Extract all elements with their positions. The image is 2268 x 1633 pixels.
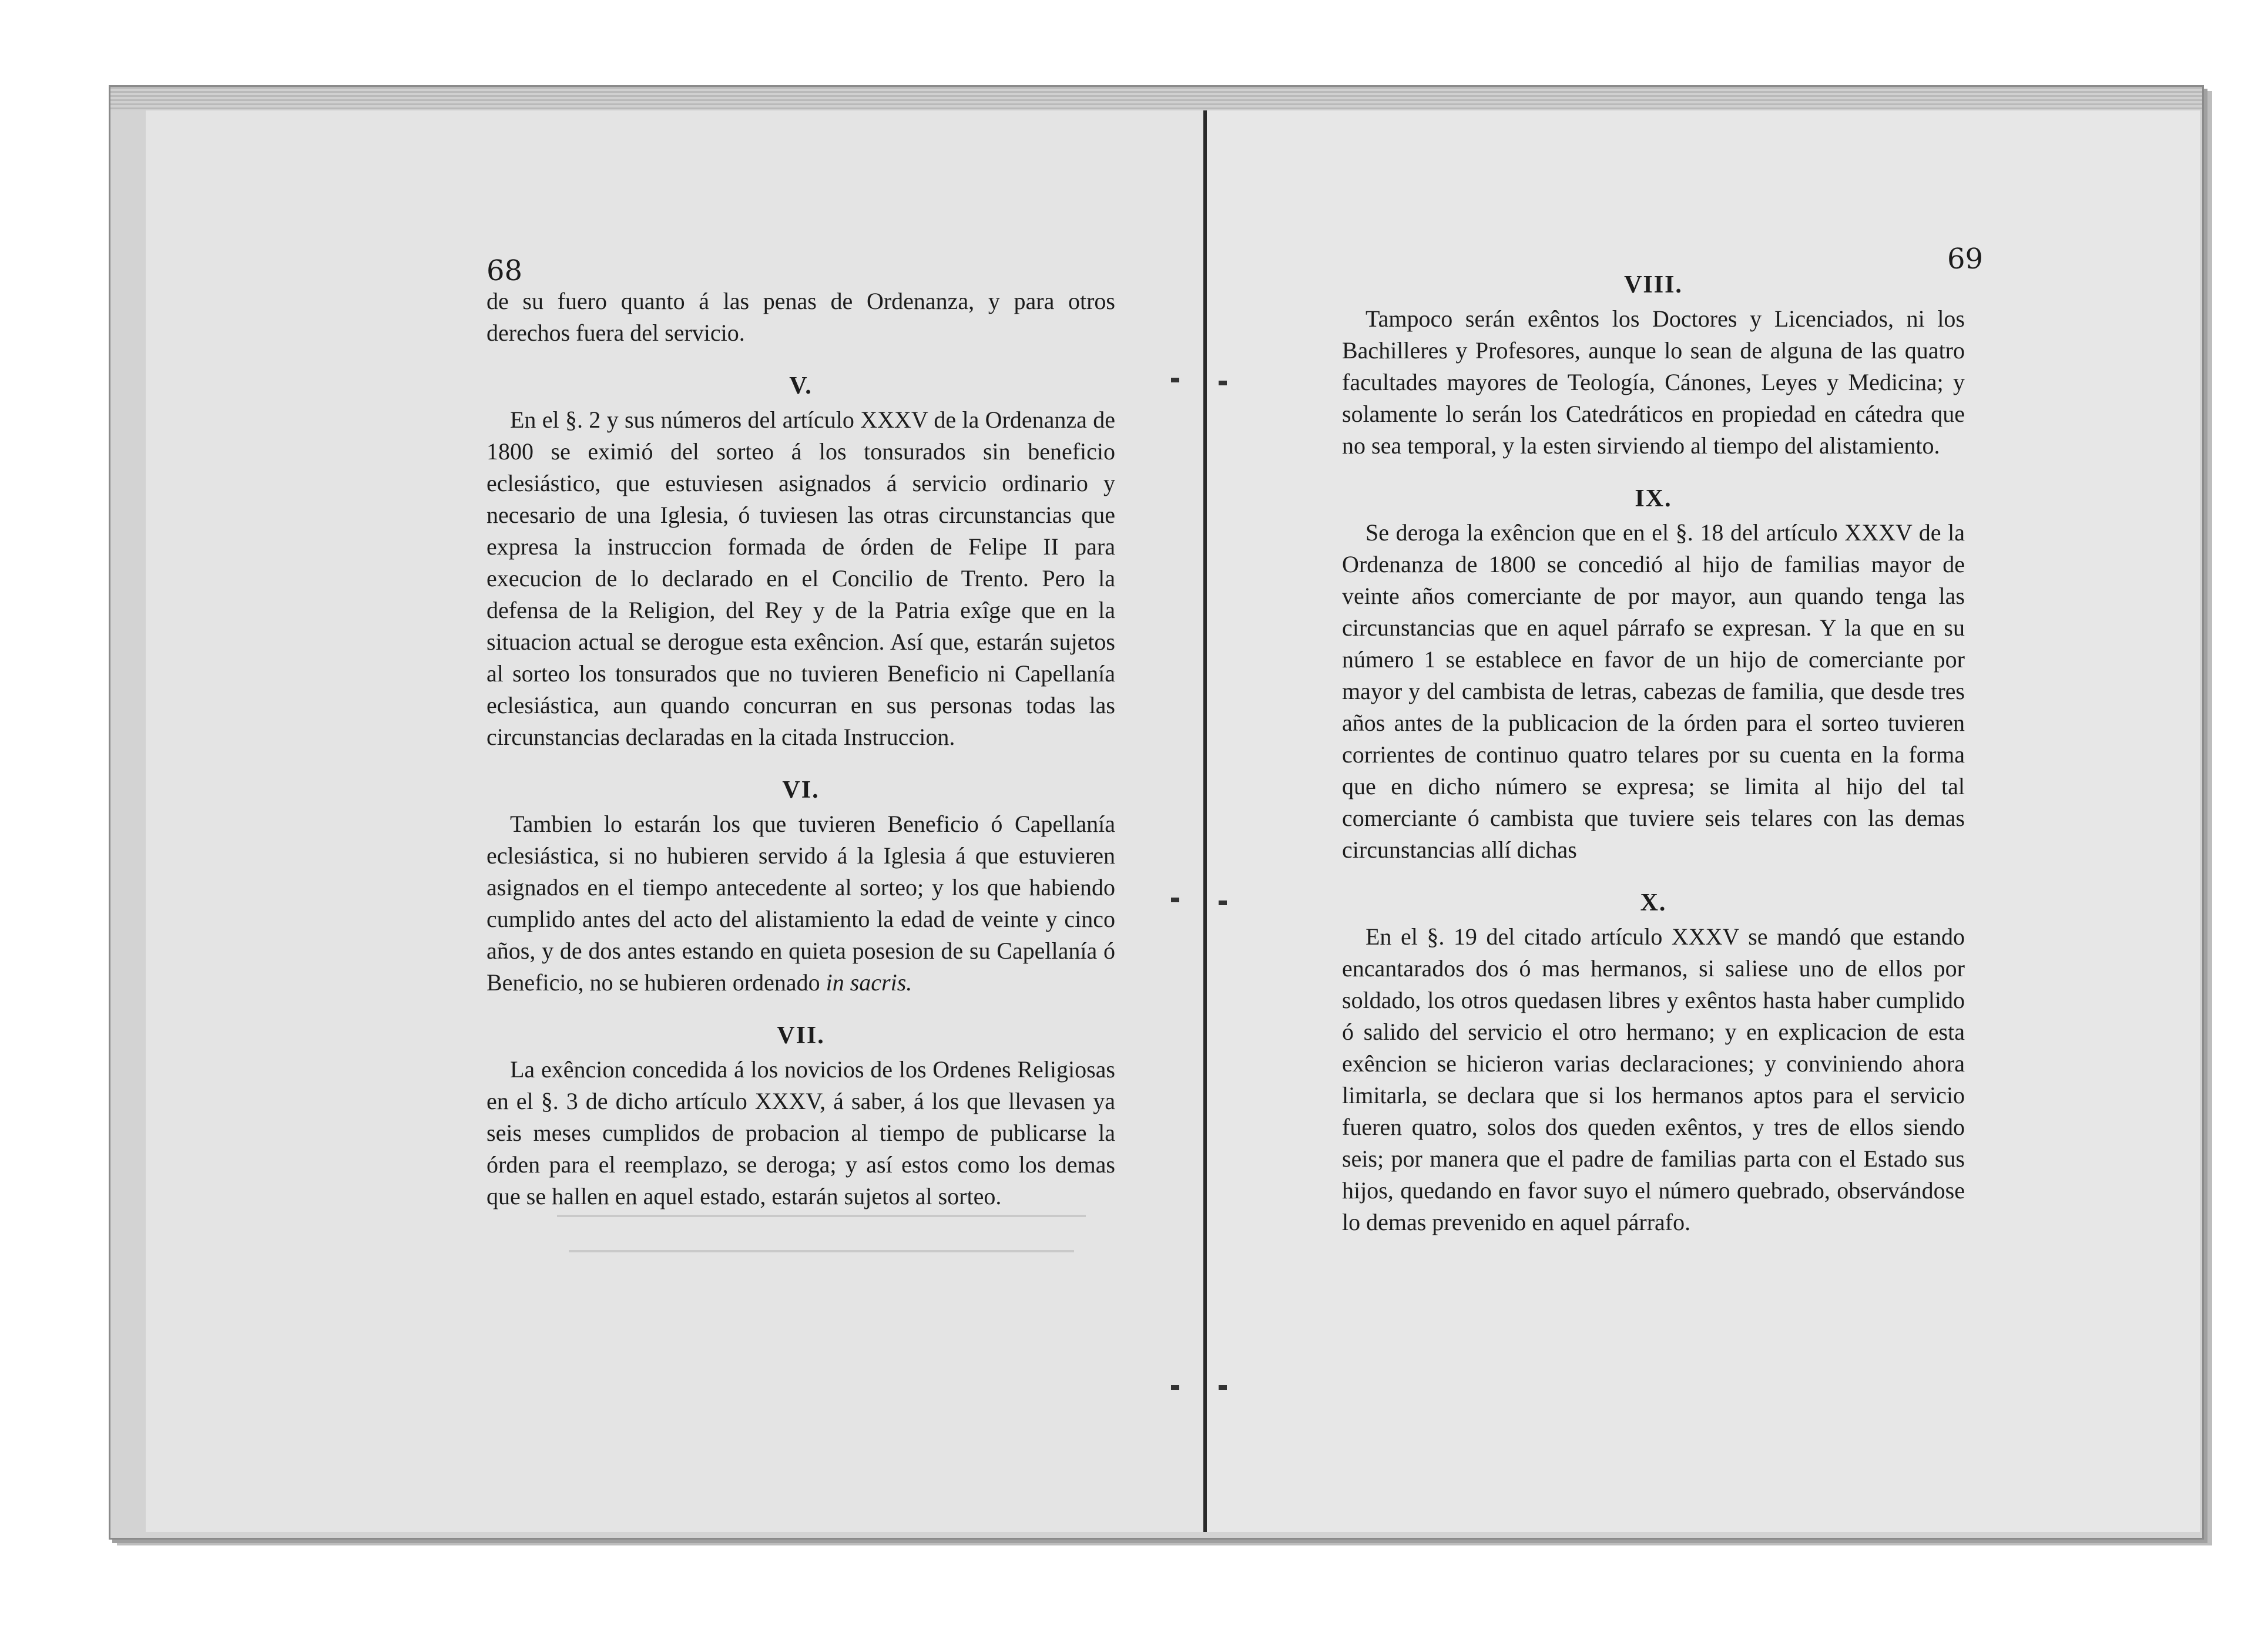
margin-mark xyxy=(1171,378,1179,382)
emphasis-text: in sacris. xyxy=(826,969,912,996)
section-body: La exêncion concedida á los novicios de los Ordenes Religiosas en el §. 3 de dicho artículo XXXV, á saber, á los que llevasen ya seis meses cumplidos de probacion al tiempo de publicarse la órden para el reemplazo, se deroga; y así estos como los demas que se hallen en aquel estado, estarán sujetos al sorteo. xyxy=(487,1056,1115,1209)
section-body: Tampoco serán exêntos los Doctores y Licenciados, ni los Bachilleres y Profesores, aunque lo sean de alguna de las quatro facultades mayores de Teología, Cánones, Leyes y Medicina; y solamente lo serán los Catedráticos en propiedad en cátedra que no sea temporal, y la esten sirviendo al tiempo del alistamiento. xyxy=(1342,305,1965,459)
section-heading: V. xyxy=(789,372,813,399)
section-body: En el §. 19 del citado artículo XXXV se mandó que estando encantarados dos ó mas hermanos, si saliese uno de ellos por soldado, los otros quedasen libres y exêntos hasta haber cumplido ó salido del servicio el otro hermano; y en explicacion de esta exêncion se hicieron varias declaraciones; y conviniendo ahora limitarla, se declara que si los hermanos aptos para el servicio fueren quatro, solos dos queden exêntos, y tres de ellos siendo seis; por manera que el padre de familias parta con el Estado sus hijos, quedando en favor suyo el número quebrado, observándose lo demas prevenido en aquel párrafo. xyxy=(1342,923,1965,1235)
section-heading: IX. xyxy=(1635,485,1672,512)
right-page xyxy=(1207,110,2200,1532)
margin-mark xyxy=(1219,1385,1227,1390)
right-text-block xyxy=(1342,269,1965,1238)
bleed-through xyxy=(557,1215,1086,1217)
section-body: En el §. 2 y sus números del artículo XXXV de la Ordenanza de 1800 se eximió del sorteo á los tonsurados sin beneficio eclesiástico, que estuviesen asignados á servicio ordinario y necesario de una Iglesia, ó tuviesen las otras circunstancias que expresa la instruccion formada de órden de Felipe II para execucion de lo declarado en el Concilio de Trento. Pero la defensa de la Religion, del Rey y de la Patria exîge que en la situacion actual se derogue esta exêncion. Así que, estarán sujetos al sorteo los tonsurados que no tuvieren Beneficio ni Capellanía eclesiástica, aun quando concurran en sus personas todas las circunstancias declaradas en la citada Instruccion. xyxy=(487,406,1115,750)
margin-mark xyxy=(1219,900,1227,905)
bleed-through xyxy=(569,1250,1074,1252)
intro-paragraph: de su fuero quanto á las penas de Ordenanza, y para otros derechos fuera del servicio. xyxy=(487,288,1115,346)
section-body: Se deroga la exêncion que en el §. 18 del artículo XXXV de la Ordenanza de 1800 se concedió al hijo de familias mayor de veinte años comerciante de por mayor, aun quando tenga las circunstancias que en aquel párrafo se expresan. Y la que en su número 1 se establece en favor de un hijo de comerciante por mayor y del cambista de letras, cabezas de familia, que desde tres años antes de la publicacion de la órden para el sorteo tuvieren corrientes de continuo quatro telares por su cuenta en la forma que en dicho número se expresa; se limita al hijo del tal comerciante ó cambista que tuviere seis telares con las demas circunstancias allí dichas xyxy=(1342,519,1965,863)
section-heading: VI. xyxy=(782,777,820,804)
section-heading: VII. xyxy=(777,1022,825,1049)
margin-mark xyxy=(1171,898,1179,902)
page-edges xyxy=(110,87,2202,110)
section-body xyxy=(487,808,1115,999)
margin-mark xyxy=(1219,381,1227,385)
section-heading: X. xyxy=(1640,889,1667,916)
open-book xyxy=(109,85,2204,1540)
margin-mark xyxy=(1171,1385,1179,1390)
section-heading: VIII. xyxy=(1624,271,1683,298)
page-number: 68 xyxy=(487,254,523,287)
left-page xyxy=(146,110,1207,1532)
page-number: 69 xyxy=(1947,243,1984,275)
section-text: Tambien lo estarán los que tuvieren Beneficio ó Capellanía eclesiástica, si no hubieren servido á la Iglesia á que estuvieren asignados en el tiempo antecedente al sorteo; y los que habiendo cumplido antes del acto del alistamiento la edad de veinte y cinco años, y de dos antes estando en quieta posesion de su Capellanía ó Beneficio, no se hubieren ordenado xyxy=(487,811,1115,996)
left-text-block xyxy=(487,285,1115,1212)
